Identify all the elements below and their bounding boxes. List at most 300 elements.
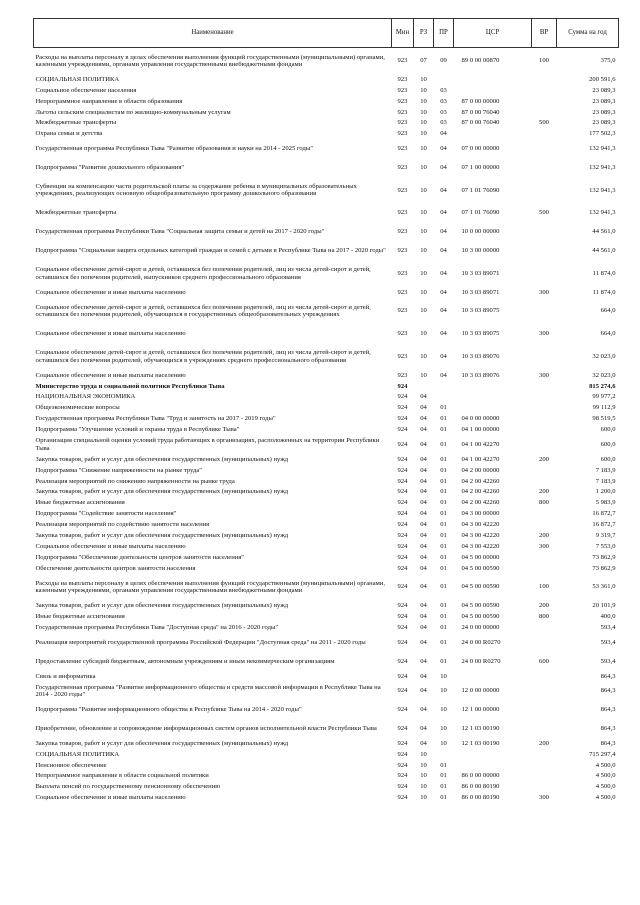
cell-min: 923 [397,228,408,236]
cell-pr: 01 [440,542,447,550]
cell-name: Социальное обеспечение населения [35,86,137,94]
table-row [34,107,619,118]
cell-csr: 04 5 00 00590 [461,583,500,591]
cell-name: Подпрограмма "Развитие информационного общества в Республике Тыва на 2014 - 2020 годы" [35,706,302,714]
cell-sum: 864,3 [600,706,616,714]
cell-vr [532,177,557,204]
cell-name: Социальное обеспечение детей-сирот и детей, оставшихся без попечения родителей, лиц из числа детей-сирот и детей, оставшихся без попечения родителей, обучающихся в государственных общеобразовательных учреждениях [35,303,371,319]
cell-rz: 04 [420,564,427,572]
cell-name: Расходы на выплаты персоналу в целях обеспечения выполнения функций государственными (муниципальными) органами, казенными учреждениями, органами управления государственными внебюджетными фондами [35,579,385,595]
cell-pr: 01 [440,466,447,474]
cell-pr [434,381,454,392]
cell-name: Закупка товаров, работ и услуг для обеспечения государственных (муниципальных) нужд [35,488,289,496]
table-row [34,223,619,242]
cell-csr: 12 1 03 00190 [461,739,500,747]
cell-pr: 01 [440,440,447,448]
cell-csr: 07 1 01 76090 [461,186,500,194]
cell-vr: 800 [539,499,549,507]
cell-rz: 04 [420,521,427,529]
cell-min: 923 [397,86,408,94]
cell-rz: 04 [420,657,427,665]
cell-csr: 10 3 03 89076 [461,371,500,379]
cell-pr: 09 [440,57,447,65]
cell-name: Льготы сельским специалистам по жилищно-коммунальным услугам [35,108,231,116]
cell-csr: 24 0 00 R0270 [461,657,501,665]
table-row [34,454,619,465]
cell-rz: 04 [420,455,427,463]
cell-csr: 24 0 00 R0270 [461,638,501,646]
cell-name: Подпрограмма "Содействие занятости населения" [35,510,177,518]
cell-vr: 100 [539,583,549,591]
cell-pr: 01 [440,624,447,632]
cell-pr: 10 [440,672,447,680]
table-row [34,682,619,701]
cell-pr: 01 [440,499,447,507]
cell-min: 924 [397,553,408,561]
cell-rz: 04 [420,583,427,591]
cell-pr: 03 [440,97,447,105]
cell-vr [532,107,557,118]
cell-vr [532,158,557,177]
cell-csr [454,760,532,771]
cell-csr: 10 3 03 89071 [461,269,500,277]
cell-sum: 177 502,3 [589,130,616,138]
table-row [34,381,619,392]
cell-vr [532,701,557,720]
cell-min: 924 [397,739,408,747]
cell-sum: 11 874,0 [592,269,616,277]
cell-rz: 04 [420,477,427,485]
table-row [34,158,619,177]
cell-csr: 86 0 00 00000 [461,772,500,780]
cell-vr [532,129,557,140]
header-name: Наименование [34,19,392,48]
cell-sum: 864,3 [600,739,616,747]
cell-min: 924 [397,510,408,518]
cell-vr [532,381,557,392]
cell-pr: 04 [440,145,447,153]
cell-csr [454,392,532,403]
cell-min: 924 [397,613,408,621]
cell-vr: 800 [539,613,549,621]
cell-sum: 400,0 [600,613,616,621]
cell-sum: 73 862,9 [592,553,616,561]
cell-rz: 10 [420,352,427,360]
cell-min: 924 [397,426,408,434]
table-row [34,204,619,223]
cell-sum: 7 183,9 [595,477,616,485]
cell-vr [532,74,557,85]
cell-rz: 04 [420,739,427,747]
cell-pr: 04 [440,288,447,296]
cell-vr: 200 [539,531,549,539]
cell-vr: 100 [539,57,549,65]
cell-name: Закупка товаров, работ и услуг для обеспечения государственных (муниципальных) нужд [35,602,289,610]
cell-min: 923 [397,371,408,379]
header-rz: РЗ [414,19,434,48]
cell-pr: 01 [440,783,447,791]
cell-name: Обеспечение деятельности центров занятости населения [35,564,196,572]
cell-vr [532,403,557,414]
cell-sum: 600,0 [600,426,616,434]
cell-name: Иные бюджетные ассигнования [35,613,125,621]
cell-sum: 53 361,0 [592,583,616,591]
cell-sum: 864,3 [600,687,616,695]
cell-min: 923 [397,130,408,138]
cell-vr [532,622,557,633]
cell-pr: 03 [440,86,447,94]
cell-rz: 10 [420,783,427,791]
cell-name: Социальное обеспечение и иные выплаты населению [35,288,186,296]
cell-csr: 07 1 01 76090 [461,209,500,217]
cell-name: Непрограммное направление в области социальной политики [35,772,209,780]
table-row [34,719,619,738]
cell-sum: 132 941,3 [589,145,616,153]
table-header-row [34,19,619,48]
cell-vr [532,682,557,701]
cell-sum: 7 183,9 [595,466,616,474]
cell-min: 923 [397,288,408,296]
cell-csr: 04 5 00 00590 [461,613,500,621]
cell-vr: 300 [539,330,549,338]
cell-vr [532,509,557,520]
cell-sum: 375,0 [600,57,616,65]
cell-name: Реализация мероприятий по содействию занятости населения [35,521,210,529]
cell-min: 924 [397,761,408,769]
cell-csr: 87 0 00 00000 [461,97,500,105]
table-body [34,48,619,804]
cell-rz: 10 [420,119,427,127]
cell-pr: 10 [440,724,447,732]
cell-rz: 07 [420,57,427,65]
cell-vr [532,343,557,370]
cell-sum: 132 941,3 [589,209,616,217]
table-row [34,738,619,749]
cell-rz: 04 [420,687,427,695]
cell-vr [532,671,557,682]
cell-name: Закупка товаров, работ и услуг для обеспечения государственных (муниципальных) нужд [35,739,289,747]
cell-min: 924 [397,638,408,646]
cell-pr: 01 [440,657,447,665]
cell-name: Межбюджетные трансферты [35,209,117,217]
cell-min: 923 [397,186,408,194]
cell-pr: 01 [440,488,447,496]
cell-name: Социальное обеспечение и иные выплаты населению [35,794,186,802]
cell-min: 924 [397,583,408,591]
cell-min: 924 [397,440,408,448]
cell-rz: 04 [420,466,427,474]
cell-pr: 01 [440,531,447,539]
cell-pr: 04 [440,269,447,277]
table-row [34,414,619,425]
cell-min: 924 [397,564,408,572]
cell-csr: 86 0 00 80190 [461,794,500,802]
cell-sum: 593,4 [600,624,616,632]
cell-name: Государственная программа Республики Тыва "Труд и занятость на 2017 - 2019 годы" [35,415,276,423]
cell-pr: 01 [440,583,447,591]
cell-csr: 04 5 00 00000 [461,553,500,561]
cell-rz: 04 [420,499,427,507]
table-row [34,96,619,107]
cell-name: Государственная программа "Развитие информационного общества и средств массовой информации в Республике Тыва на 2014 - 2020 годы" [35,683,381,699]
table-row [34,749,619,760]
cell-rz: 04 [420,638,427,646]
cell-csr: 04 1 00 42270 [461,440,500,448]
header-sum: Сумма на год [557,19,619,48]
cell-min: 924 [397,521,408,529]
cell-name: Выплата пенсий по государственному пенсионному обеспечению [35,783,221,791]
cell-name: Подпрограмма "Социальная защита отдельных категорий граждан и семей с детьми в Республике Тыва на 2017 - 2020 годы" [35,247,386,255]
cell-vr [532,424,557,435]
cell-min: 924 [397,393,408,401]
cell-name: Государственная программа Республики Тыва "Социальная защита семьи и детей на 2017 - 2020 годы" [35,228,325,236]
table-row [34,298,619,325]
cell-pr: 01 [440,553,447,561]
cell-csr [454,74,532,85]
table-row [34,424,619,435]
cell-sum: 4 500,0 [595,772,616,780]
cell-min: 923 [397,108,408,116]
cell-name: Связь и информатика [35,672,96,680]
cell-csr: 10 3 03 89075 [461,307,500,315]
cell-rz: 04 [420,672,427,680]
cell-vr [532,563,557,574]
cell-sum: 23 089,3 [592,119,616,127]
cell-rz: 04 [420,553,427,561]
header-vr: ВР [532,19,557,48]
table-row [34,509,619,520]
cell-rz: 04 [420,393,427,401]
cell-name: Государственная программа Республики Тыва "Доступная среда" на 2016 - 2020 годы" [35,624,279,632]
table-row [34,177,619,204]
cell-pr: 01 [440,613,447,621]
cell-name: Реализация мероприятий государственной программы Российской Федерации "Доступная среда" на 2011 - 2020 годы [35,638,366,646]
table-row [34,652,619,671]
cell-vr [532,552,557,563]
cell-csr: 04 1 00 42270 [461,455,500,463]
cell-rz: 10 [420,163,427,171]
cell-min: 924 [397,672,408,680]
cell-vr [532,223,557,242]
cell-csr: 12 1 03 00190 [461,724,500,732]
cell-rz: 04 [420,624,427,632]
cell-min: 923 [397,57,408,65]
cell-csr: 10 0 00 00000 [461,228,500,236]
cell-sum: 864,3 [600,724,616,732]
table-row [34,370,619,381]
cell-sum: 664,0 [600,307,616,315]
cell-pr: 01 [440,404,447,412]
cell-sum: 16 872,7 [592,510,616,518]
cell-sum: 23 089,3 [592,86,616,94]
cell-rz: 10 [420,269,427,277]
cell-vr: 300 [539,542,549,550]
cell-rz: 10 [420,145,427,153]
cell-name: Субвенции на компенсацию части родительской платы за содержание ребенка в муниципальных образовательных учреждениях, реализующих основную общеобразовательную программу дошкольного образования [35,182,357,198]
cell-vr [532,465,557,476]
cell-min: 924 [397,404,408,412]
cell-rz: 10 [420,288,427,296]
table-row [34,403,619,414]
cell-vr [532,392,557,403]
cell-min: 924 [397,499,408,507]
cell-csr [454,749,532,760]
cell-sum: 593,4 [600,657,616,665]
cell-csr: 12 1 00 00000 [461,706,500,714]
cell-csr: 04 5 00 00590 [461,564,500,572]
cell-csr: 10 3 03 89075 [461,330,500,338]
cell-name: Социальное обеспечение и иные выплаты населению [35,371,186,379]
header-csr: ЦСР [454,19,532,48]
cell-csr: 12 0 00 00000 [461,687,500,695]
table-row [34,541,619,552]
cell-min: 924 [397,455,408,463]
cell-min: 923 [397,307,408,315]
cell-sum: 44 561,0 [592,228,616,236]
cell-pr [434,749,454,760]
cell-pr: 01 [440,772,447,780]
cell-pr: 04 [440,371,447,379]
cell-vr [532,435,557,454]
cell-min: 924 [397,624,408,632]
cell-pr: 03 [440,119,447,127]
cell-vr: 200 [539,455,549,463]
cell-min: 923 [397,247,408,255]
cell-rz: 10 [420,97,427,105]
cell-vr [532,476,557,487]
cell-sum: 23 089,3 [592,97,616,105]
cell-pr: 01 [440,426,447,434]
cell-csr [454,671,532,682]
cell-rz: 04 [420,613,427,621]
cell-pr: 04 [440,352,447,360]
table-row [34,563,619,574]
table-row [34,574,619,601]
cell-sum: 32 023,0 [592,352,616,360]
cell-vr: 200 [539,488,549,496]
cell-csr: 07 1 00 00000 [461,163,500,171]
table-row [34,392,619,403]
cell-name: Межбюджетные трансферты [35,119,117,127]
cell-sum: 132 941,3 [589,163,616,171]
cell-pr: 01 [440,455,447,463]
cell-vr: 300 [539,371,549,379]
table-row [34,118,619,129]
cell-csr: 04 2 00 42260 [461,499,500,507]
cell-min: 924 [397,415,408,423]
cell-min: 924 [397,466,408,474]
cell-rz: 04 [420,706,427,714]
cell-rz: 10 [420,75,427,83]
cell-pr: 04 [440,307,447,315]
cell-name: Закупка товаров, работ и услуг для обеспечения государственных (муниципальных) нужд [35,531,289,539]
cell-vr [532,633,557,652]
cell-name: Подпрограмма "Улучшение условий и охраны труда в Республике Тыва" [35,426,240,434]
cell-min: 924 [397,706,408,714]
cell-sum: 7 553,0 [595,542,616,550]
cell-vr [532,85,557,96]
cell-pr: 10 [440,706,447,714]
header-min: Мин [392,19,414,48]
cell-sum: 23 089,3 [592,108,616,116]
header-pr: ПР [434,19,454,48]
cell-csr: 04 2 00 00000 [461,466,500,474]
table-row [34,476,619,487]
cell-min: 923 [397,75,408,83]
cell-pr: 03 [440,108,447,116]
cell-rz: 10 [420,130,427,138]
cell-csr [454,85,532,96]
cell-pr: 01 [440,521,447,529]
cell-vr [532,760,557,771]
cell-vr [532,782,557,793]
cell-rz: 10 [420,86,427,94]
cell-name: Иные бюджетные ассигнования [35,499,125,507]
cell-csr [454,381,532,392]
cell-sum: 593,4 [600,638,616,646]
cell-csr: 87 0 00 76040 [461,119,500,127]
cell-rz: 04 [420,531,427,539]
cell-csr [454,129,532,140]
cell-sum: 864,3 [600,672,616,680]
cell-sum: 600,0 [600,440,616,448]
cell-pr: 01 [440,638,447,646]
cell-csr: 86 0 00 80190 [461,783,500,791]
table-row [34,633,619,652]
cell-min: 924 [397,724,408,732]
cell-sum: 11 874,0 [592,288,616,296]
cell-rz: 10 [420,750,427,758]
table-row [34,487,619,498]
cell-sum: 132 941,3 [589,186,616,194]
cell-vr [532,519,557,530]
cell-min: 924 [397,531,408,539]
cell-name: Подпрограмма "Снижение напряженности на рынке труда" [35,466,202,474]
cell-csr: 89 0 00 00870 [461,57,500,65]
cell-vr: 500 [539,209,549,217]
cell-pr: 01 [440,510,447,518]
cell-min: 924 [397,382,408,390]
cell-csr: 04 0 00 00000 [461,415,500,423]
cell-csr: 04 5 00 00590 [461,602,500,610]
cell-min: 923 [397,97,408,105]
cell-name: Общеэкономические вопросы [35,404,120,412]
cell-pr: 04 [440,330,447,338]
cell-min: 923 [397,119,408,127]
table-row [34,760,619,771]
table-row [34,435,619,454]
cell-vr [532,140,557,159]
cell-rz: 10 [420,307,427,315]
cell-pr [434,74,454,85]
cell-name: Закупка товаров, работ и услуг для обеспечения государственных (муниципальных) нужд [35,455,289,463]
cell-sum: 98 519,5 [592,415,616,423]
cell-name: Пенсионное обеспечение [35,761,107,769]
cell-vr [532,719,557,738]
table-row [34,48,619,75]
cell-name: Социальное обеспечение детей-сирот и детей, оставшихся без попечения родителей, лиц из числа детей-сирот и детей, оставшихся без попечения родителей, выпускников среднего профессионального образования [35,265,371,281]
cell-rz: 10 [420,228,427,236]
cell-vr: 200 [539,602,549,610]
cell-rz: 04 [420,602,427,610]
cell-min: 924 [397,750,408,758]
cell-pr: 04 [440,186,447,194]
cell-sum: 715 297,4 [589,750,616,758]
table-row [34,671,619,682]
cell-sum: 5 983,9 [595,499,616,507]
cell-csr: 87 0 00 76040 [461,108,500,116]
table-row [34,324,619,343]
